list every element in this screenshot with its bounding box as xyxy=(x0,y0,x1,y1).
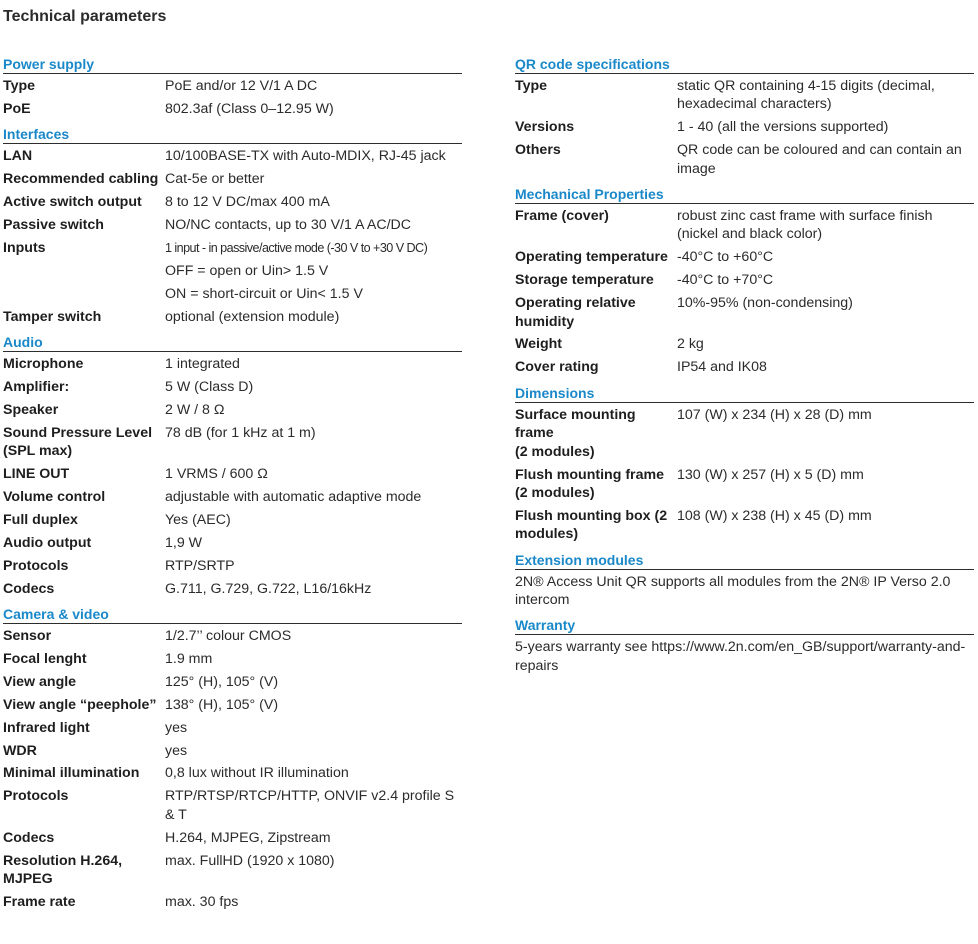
spec-row xyxy=(3,580,462,598)
left-column xyxy=(3,56,462,916)
spec-row xyxy=(3,742,462,760)
spec-value: 1 VRMS / 600 Ω xyxy=(165,466,268,483)
spec-value: 1 integrated xyxy=(165,356,240,373)
spec-row xyxy=(515,271,974,289)
spec-label: Sound Pressure Level (SPL max) xyxy=(3,424,153,460)
spec-row xyxy=(3,147,462,165)
spec-row xyxy=(515,466,974,503)
section-mechanical xyxy=(515,186,974,377)
spec-row xyxy=(3,511,462,529)
section-text-row xyxy=(515,638,974,675)
spec-row xyxy=(3,216,462,234)
spec-value: 2 kg xyxy=(677,336,704,353)
spec-value: yes xyxy=(165,719,188,736)
spec-row xyxy=(515,294,974,331)
section-text: 5-years warranty see https://www.2n.com/en_GB/support/warranty-and-repairs xyxy=(515,639,966,674)
section-audio xyxy=(3,334,462,598)
spec-value: -40°C to +70°C xyxy=(677,272,774,289)
section-interfaces xyxy=(3,126,462,326)
spec-row xyxy=(3,627,462,645)
spec-value: 5 W (Class D) xyxy=(165,378,254,395)
spec-value: 802.3af (Class 0–12.95 W) xyxy=(165,100,334,117)
spec-row xyxy=(3,100,462,118)
spec-label: Full duplex xyxy=(3,511,78,528)
spec-value: RTP/SRTP xyxy=(165,557,235,574)
spec-row xyxy=(3,378,462,396)
spec-value: 125° (H), 105° (V) xyxy=(165,673,279,690)
section-rows xyxy=(3,74,462,118)
section-rows xyxy=(3,352,462,598)
spec-label: Minimal illumination xyxy=(3,765,140,782)
section-extension xyxy=(515,552,974,610)
right-column xyxy=(515,56,974,680)
spec-value: QR code can be coloured and can contain an image xyxy=(677,142,962,177)
spec-value: RTP/RTSP/RTCP/HTTP, ONVIF v2.4 profile S & T xyxy=(165,788,455,823)
spec-value: yes xyxy=(165,742,188,759)
spec-label: Storage temperature xyxy=(515,272,654,289)
spec-label: Amplifier: xyxy=(3,378,70,395)
spec-label: Operating relative humidity xyxy=(515,295,636,330)
section-heading: Mechanical Properties xyxy=(515,186,974,204)
spec-value: robust zinc cast frame with surface finish (nickel and black color) xyxy=(677,208,933,243)
section-heading: Camera & video xyxy=(3,606,462,624)
spec-value: 1 - 40 (all the versions supported) xyxy=(677,119,889,136)
spec-value: 0,8 lux without IR illumination xyxy=(165,765,349,782)
spec-label: Resolution H.264, MJPEG xyxy=(3,852,123,887)
spec-label: Operating temperature xyxy=(515,249,668,266)
spec-label: WDR xyxy=(3,742,37,759)
spec-row xyxy=(515,406,974,461)
spec-row xyxy=(515,358,974,376)
spec-label: Frame rate xyxy=(3,893,76,910)
spec-row xyxy=(515,207,974,244)
spec-row xyxy=(3,764,462,782)
spec-row xyxy=(3,852,462,889)
spec-value: 8 to 12 V DC/max 400 mA xyxy=(165,194,330,211)
section-rows xyxy=(515,403,974,544)
spec-row xyxy=(3,557,462,575)
spec-value: IP54 and IK08 xyxy=(677,359,767,376)
spec-row xyxy=(3,239,462,303)
spec-label: View angle “peephole” xyxy=(3,696,157,713)
spec-row xyxy=(3,650,462,668)
section-camera xyxy=(3,606,462,911)
spec-label: Codecs xyxy=(3,829,55,846)
spec-value: 1,9 W xyxy=(165,534,203,551)
spec-row xyxy=(3,719,462,737)
section-heading: Warranty xyxy=(515,617,974,635)
spec-label: Recommended cabling xyxy=(3,171,159,188)
page-title: Technical parameters xyxy=(3,8,167,25)
spec-value: 107 (W) x 234 (H) x 28 (D) mm xyxy=(677,406,872,423)
spec-label: Codecs xyxy=(3,580,55,597)
section-rows xyxy=(515,204,974,377)
spec-row xyxy=(515,118,974,136)
spec-row xyxy=(3,488,462,506)
section-warranty xyxy=(515,617,974,675)
section-heading: QR code specifications xyxy=(515,56,974,74)
spec-row xyxy=(3,829,462,847)
spec-label: LINE OUT xyxy=(3,466,70,483)
spec-label: Focal lenght xyxy=(3,650,87,667)
spec-value-line: ON = short-circuit or Uin< 1.5 V xyxy=(165,285,363,302)
spec-value: NO/NC contacts, up to 30 V/1 A AC/DC xyxy=(165,217,412,234)
spec-value-line: 1 input - in passive/active mode (-30 V to +30 V DC) xyxy=(165,240,428,255)
spec-value: -40°C to +60°C xyxy=(677,249,774,266)
spec-row xyxy=(3,77,462,95)
spec-row xyxy=(515,77,974,114)
spec-row xyxy=(3,696,462,714)
spec-value: G.711, G.729, G.722, L16/16kHz xyxy=(165,580,372,597)
spec-row xyxy=(3,355,462,373)
section-rows xyxy=(515,635,974,675)
spec-label: Audio output xyxy=(3,534,92,551)
spec-label: PoE xyxy=(3,100,31,117)
spec-label: Protocols xyxy=(3,557,69,574)
spec-label: Type xyxy=(3,78,36,94)
spec-label: Microphone xyxy=(3,356,84,373)
spec-row xyxy=(3,308,462,326)
spec-row xyxy=(3,401,462,419)
spec-value: Cat-5e or better xyxy=(165,171,265,188)
spec-label: Protocols xyxy=(3,788,69,805)
spec-label: Flush mounting box (2 modules) xyxy=(515,507,668,543)
spec-label: Cover rating xyxy=(515,359,599,376)
spec-label: Surface mounting frame (2 modules) xyxy=(515,406,636,460)
spec-row xyxy=(515,335,974,353)
spec-value: 78 dB (for 1 kHz at 1 m) xyxy=(165,424,316,441)
spec-label: Versions xyxy=(515,119,575,136)
spec-label: Active switch output xyxy=(3,194,142,211)
spec-row xyxy=(515,507,974,544)
spec-row xyxy=(515,248,974,266)
section-heading: Interfaces xyxy=(3,126,462,144)
section-heading: Extension modules xyxy=(515,552,974,570)
spec-value: adjustable with automatic adaptive mode xyxy=(165,489,422,505)
spec-row xyxy=(3,534,462,552)
spec-label: Others xyxy=(515,142,561,159)
spec-value: 1.9 mm xyxy=(165,650,213,667)
spec-row xyxy=(3,787,462,824)
spec-label: View angle xyxy=(3,673,77,690)
section-rows xyxy=(3,144,462,326)
spec-label: Speaker xyxy=(3,401,59,418)
spec-label: Type xyxy=(515,78,548,94)
spec-value: 108 (W) x 238 (H) x 45 (D) mm xyxy=(677,507,872,524)
spec-value: Yes (AEC) xyxy=(165,511,231,528)
spec-value: 2 W / 8 Ω xyxy=(165,401,225,418)
spec-row xyxy=(3,170,462,188)
section-text: 2N® Access Unit QR supports all modules from the 2N® IP Verso 2.0 intercom xyxy=(515,573,951,609)
spec-value: 130 (W) x 257 (H) x 5 (D) mm xyxy=(677,466,864,483)
spec-label: LAN xyxy=(3,148,33,165)
spec-label: Volume control xyxy=(3,489,106,505)
section-rows xyxy=(515,74,974,178)
spec-value: 10%-95% (non-condensing) xyxy=(677,295,853,312)
spec-row xyxy=(3,893,462,911)
section-dimensions xyxy=(515,385,974,544)
section-power xyxy=(3,56,462,118)
spec-value: PoE and/or 12 V/1 A DC xyxy=(165,78,318,94)
spec-value: 10/100BASE-TX with Auto-MDIX, RJ-45 jack xyxy=(165,148,446,165)
spec-row xyxy=(3,424,462,461)
spec-label: Frame (cover) xyxy=(515,208,609,225)
spec-row xyxy=(515,141,974,178)
spec-label: Inputs xyxy=(3,239,46,256)
spec-value: 1/2.7’’ colour CMOS xyxy=(165,628,292,645)
spec-row xyxy=(3,465,462,483)
section-rows xyxy=(515,570,974,610)
section-heading: Audio xyxy=(3,334,462,352)
spec-row xyxy=(3,673,462,691)
section-text-row xyxy=(515,573,974,610)
spec-value: 138° (H), 105° (V) xyxy=(165,696,279,713)
spec-label: Tamper switch xyxy=(3,308,102,325)
spec-value: max. FullHD (1920 x 1080) xyxy=(165,852,335,869)
spec-row xyxy=(3,193,462,211)
section-heading: Dimensions xyxy=(515,385,974,403)
section-heading: Power supply xyxy=(3,56,462,74)
spec-label: Sensor xyxy=(3,628,52,645)
spec-label: Weight xyxy=(515,336,563,353)
spec-value: static QR containing 4-15 digits (decimal, hexadecimal characters) xyxy=(677,78,935,113)
section-qr xyxy=(515,56,974,178)
spec-label: Passive switch xyxy=(3,217,104,234)
spec-label: Flush mounting frame (2 modules) xyxy=(515,466,664,501)
spec-value xyxy=(165,239,462,303)
section-rows xyxy=(3,624,462,911)
spec-value: max. 30 fps xyxy=(165,893,239,910)
spec-value-line: OFF = open or Uin> 1.5 V xyxy=(165,262,329,279)
spec-label: Infrared light xyxy=(3,719,90,736)
spec-value: H.264, MJPEG, Zipstream xyxy=(165,829,331,846)
spec-value: optional (extension module) xyxy=(165,308,340,325)
